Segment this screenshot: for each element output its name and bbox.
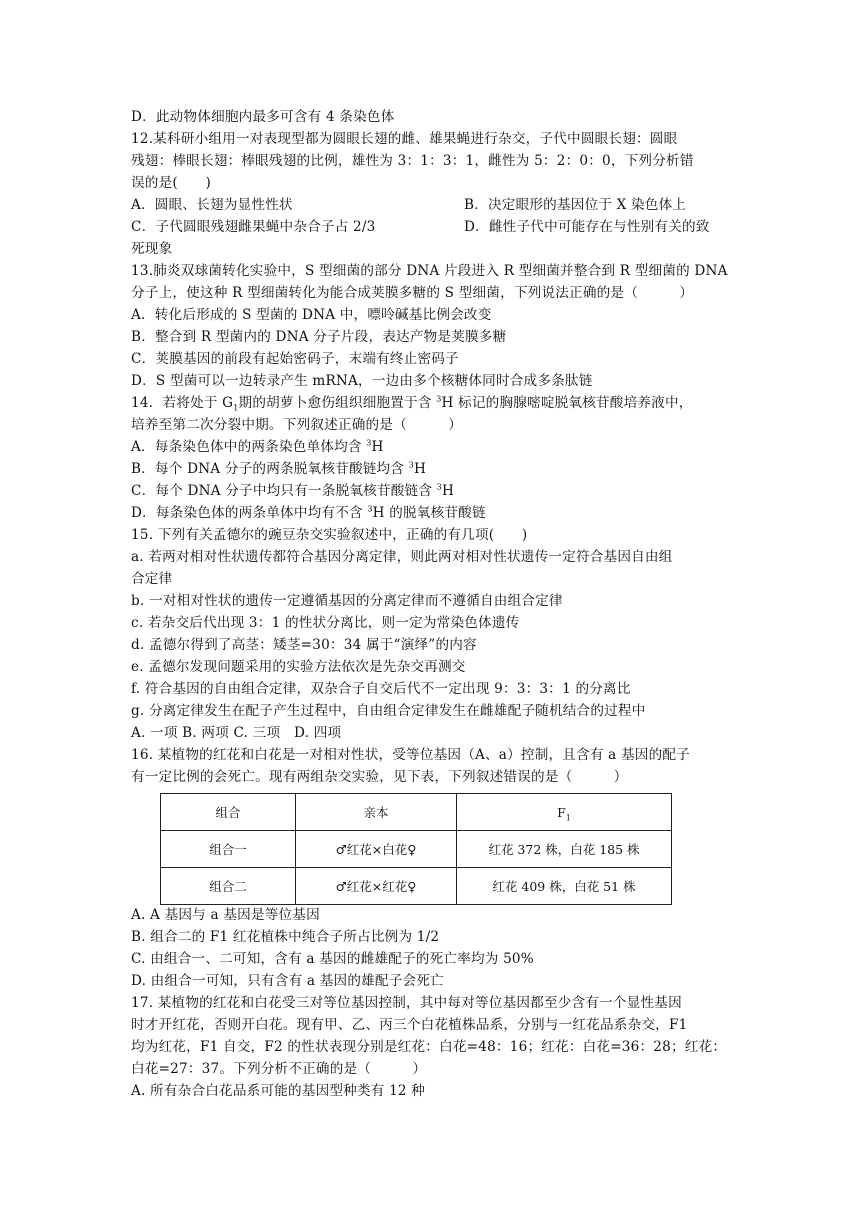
table-row: [161, 868, 672, 905]
superscript: 3: [366, 438, 372, 448]
option-line: [131, 216, 376, 238]
table-row: [161, 831, 672, 868]
option-b: B．决定眼形的基因位于 X 染色体上: [464, 197, 687, 213]
option-c: C．荚膜基因的前段有起始密码子，末端有终止密码子: [131, 351, 459, 367]
option-c: C．子代圆眼残翅雌果蝇中杂合子占 2/3: [131, 219, 376, 235]
option-b: B．整合到 R 型菌内的 DNA 分子片段，表达产物是荚膜多糖: [131, 329, 507, 345]
header-group: 组合: [161, 794, 296, 831]
option-text: D．每条染色体的两条单体中均有不含: [131, 505, 368, 521]
option-text: H: [413, 461, 427, 477]
stem-text: 14．若将处于 G: [131, 395, 234, 411]
header-parents: 亲本: [296, 794, 457, 831]
header-f1: [457, 794, 672, 831]
cell-group: 组合二: [161, 868, 296, 905]
option-a: A. 所有杂合白花品系可能的基因型种类有 12 种: [131, 1083, 426, 1099]
option-text: H: [371, 439, 384, 455]
option-d: D. 由组合一可知，只有含有 a 基因的雄配子会死亡: [131, 973, 444, 989]
options-line: A. 一项 B. 两项 C. 三项 D. 四项: [131, 725, 342, 741]
option-a: A．圆眼、长翅为显性性状: [131, 197, 293, 213]
statement-b: b. 一对相对性状的遗传一定遵循基因的分离定律而不遵循自由组合定律: [131, 593, 563, 609]
option-text: H: [441, 483, 455, 499]
statement-f: f. 符合基因的自由组合定律，双杂合子自交后代不一定出现 9：3：3：1 的分离比: [131, 681, 631, 697]
option-text: A．每条染色体中的两条染色单体均含: [131, 439, 367, 455]
question-12-stem: 12.某科研小组用一对表现型都为圆眼长翅的雌、雄果蝇进行杂交，子代中圆眼长翅：圆眼: [131, 131, 678, 147]
superscript: 3: [408, 460, 414, 470]
text-line: 误的是( ): [131, 175, 211, 191]
option-d: [131, 502, 486, 524]
text-line: 死现象: [131, 241, 173, 257]
option-text: C．每个 DNA 分子中均只有一条脱氧核苷酸链含: [131, 483, 437, 499]
option-b: [131, 458, 426, 480]
cross-table: [160, 793, 672, 905]
statement-g: g. 分离定律发生在配子产生过程中，自由组合定律发生在雌雄配子随机结合的过程中: [131, 703, 646, 719]
subscript: 1: [565, 813, 571, 822]
text-line: 均为红花，F1 自交，F2 的性状表现分别是红花：白花=48：16；红花：白花=36：28；红花：: [131, 1039, 727, 1055]
stem-text: H 标记的胸腺嘧啶脱氧核苷酸培养液中，: [441, 395, 693, 411]
question-14-stem: [131, 392, 693, 414]
option-c: [131, 480, 454, 502]
table-header-row: [161, 794, 672, 831]
question-17-stem: 17. 某植物的红花和白花受三对等位基因控制，其中每对等位基因都至少含有一个显性基因: [131, 995, 682, 1011]
superscript: 3: [436, 394, 442, 404]
superscript: 3: [436, 482, 442, 492]
superscript: 3: [367, 504, 373, 514]
stem-text: 期的胡萝卜愈伤组织细胞置于含: [238, 395, 437, 411]
option-a: A．转化后形成的 S 型菌的 DNA 中，嘌呤碱基比例会改变: [131, 307, 492, 323]
text-line: 有一定比例的会死亡。现有两组杂交实验，见下表，下列叙述错误的是（ ）: [131, 769, 628, 785]
statement-e: e. 孟德尔发现问题采用的实验方法依次是先杂交再测交: [131, 659, 466, 675]
question-16-stem: 16. 某植物的红花和白花是一对相对性状，受等位基因（A、a）控制，且含有 a 基因的配子: [131, 747, 690, 763]
cell-result: 红花 409 株，白花 51 株: [457, 868, 672, 905]
option-d: D．雌性子代中可能存在与性别有关的致: [464, 219, 710, 235]
text-line: 培养至第二次分裂中期。下列叙述正确的是（ ）: [131, 417, 463, 433]
question-13-stem: 13.肺炎双球菌转化实验中，S 型细菌的部分 DNA 片段进入 R 型细菌并整合到 R 型细菌的 DNA: [131, 263, 728, 279]
statement-d: d. 孟德尔得到了高茎：矮茎=30：34 属于“演绎”的内容: [131, 637, 477, 653]
option-d: D．S 型菌可以一边转录产生 mRNA，一边由多个核糖体同时合成多条肽链: [131, 373, 593, 389]
question-15-stem: 15. 下列有关孟德尔的豌豆杂交实验叙述中，正确的有几项( ): [131, 527, 528, 543]
text-line: 合定律: [131, 571, 173, 587]
text-line: 白花=27：37。下列分析不正确的是（ ）: [131, 1061, 427, 1077]
option-c: C. 由组合一、二可知，含有 a 基因的雌雄配子的死亡率均为 50%: [131, 951, 534, 967]
statement-c: c. 若杂交后代出现 3：1 的性状分离比，则一定为常染色体遗传: [131, 615, 520, 631]
option-line: [131, 194, 293, 216]
option-a: A. A 基因与 a 基因是等位基因: [131, 907, 320, 923]
text-line: D．此动物体细胞内最多可含有 4 条染色体: [131, 109, 395, 125]
cell-result: 红花 372 株，白花 185 株: [457, 831, 672, 868]
cell-parents: ♂红花×红花♀: [296, 868, 457, 905]
text-line: 残翅：棒眼长翅：棒眼残翅的比例，雄性为 3：1：3：1，雌性为 5：2：0：0，下列分析错: [131, 153, 694, 169]
statement-a: a. 若两对相对性状遗传都符合基因分离定律，则此两对相对性状遗传一定符合基因自由组: [131, 549, 673, 565]
header-f1-text: F: [557, 804, 566, 820]
option-a: [131, 436, 384, 458]
option-text: B．每个 DNA 分子的两条脱氧核苷酸链均含: [131, 461, 409, 477]
option-b: B. 组合二的 F1 红花植株中纯合子所占比例为 1/2: [131, 929, 440, 945]
text-line: 分子上，使这种 R 型细菌转化为能合成荚膜多糖的 S 型细菌，下列说法正确的是（ ）: [131, 285, 694, 301]
cell-group: 组合一: [161, 831, 296, 868]
cell-parents: ♂红花×白花♀: [296, 831, 457, 868]
text-line: 时才开红花，否则开白花。现有甲、乙、丙三个白花植株品系，分别与一红花品系杂交，F1: [131, 1017, 688, 1033]
option-text: H 的脱氧核苷酸链: [372, 505, 486, 521]
subscript: 1: [233, 403, 239, 413]
